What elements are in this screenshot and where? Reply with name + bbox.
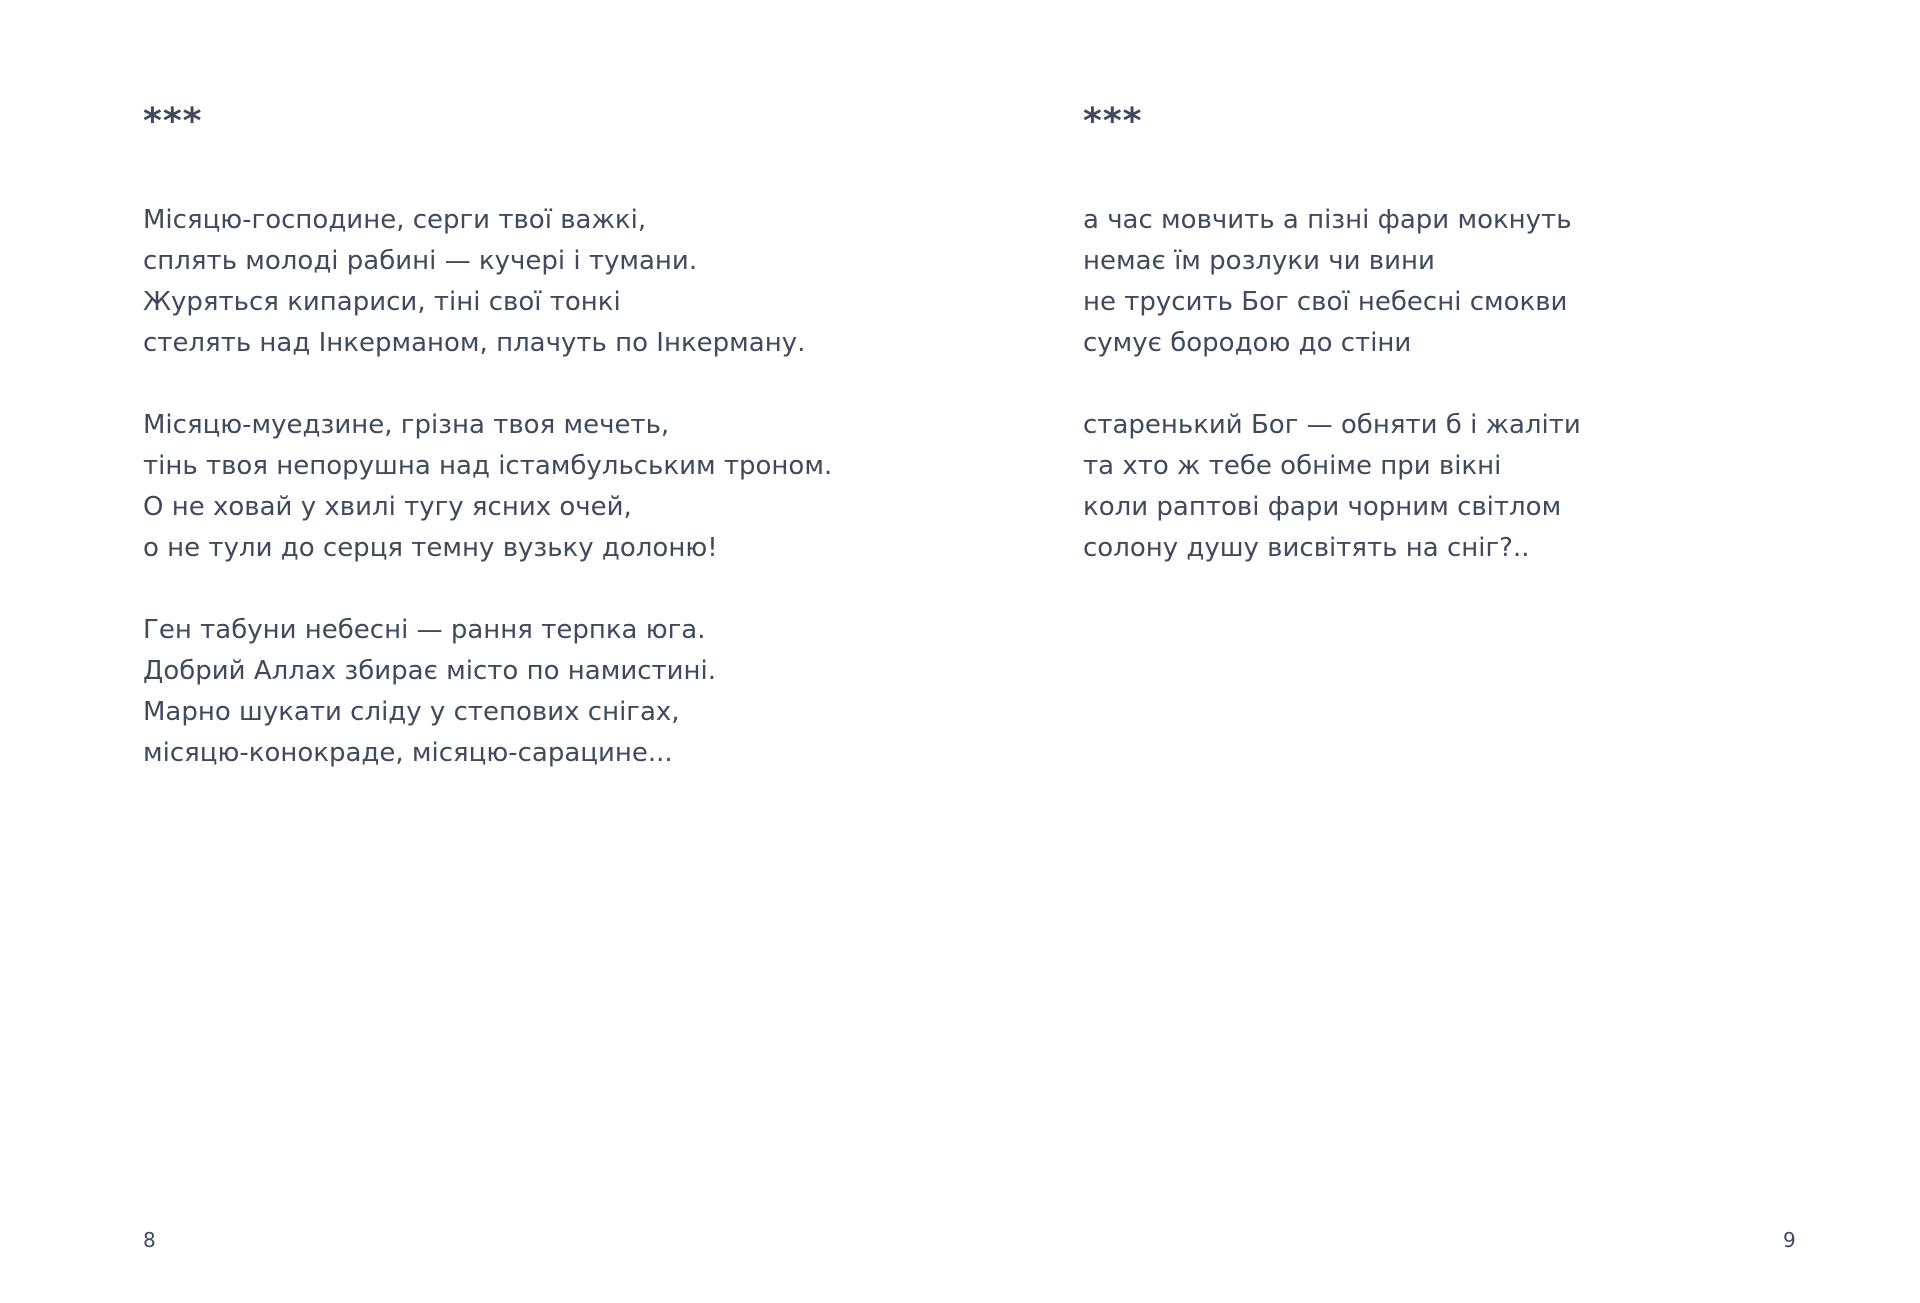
poem-line: сумує бородою до стіни [1083,328,1412,358]
poem-line: не трусить Бог свої небесні смокви [1083,287,1568,317]
left-page [0,0,940,1303]
stanza [143,405,832,569]
poem-line: Добрий Аллах збирає місто по намистині. [143,656,717,686]
poem-line: Місяцю-муедзине, грізна твоя мечеть, [143,410,670,440]
poem-line: Марно шукати сліду у степових снігах, [143,697,680,727]
poem-line: о не тули до серця темну вузьку долоню! [143,533,718,563]
stanza [1083,405,1581,569]
page-number-right: 9 [1783,1228,1796,1252]
page-number-left: 8 [143,1228,156,1252]
poem-line: коли раптові фари чорним світлом [1083,492,1562,522]
stanza [1083,200,1581,364]
poem-line: тінь твоя непорушна над істамбульським троном. [143,451,833,481]
poem-separator: *** [143,101,203,142]
poem-line: Місяцю-господине, серги твої важкі, [143,205,647,235]
poem-line: Ген табуни небесні — рання терпка юга. [143,615,706,645]
poem-line: старенький Бог — обняти б і жаліти [1083,410,1581,440]
poem-line: та хто ж тебе обніме при вікні [1083,451,1502,481]
poem-line: сплять молоді рабині — кучері і тумани. [143,246,698,276]
poem-line: а час мовчить а пізні фари мокнуть [1083,205,1572,235]
poem-left [143,101,833,815]
poem-line: Журяться кипариси, тіні свої тонкі [143,287,621,317]
poem-line: стелять над Інкерманом, плачуть по Інкерману. [143,328,806,358]
poem-right [1083,101,1581,610]
poem-line: солону душу висвітять на сніг?.. [1083,533,1530,563]
right-page [940,0,1920,1303]
poem-line: немає їм розлуки чи вини [1083,246,1435,276]
stanza [143,200,832,364]
poem-line: місяцю-конокраде, місяцю-сарацине... [143,738,673,768]
poem-separator: *** [1083,101,1143,142]
poem-line: О не ховай у хвилі тугу ясних очей, [143,492,632,522]
stanza [143,610,832,774]
